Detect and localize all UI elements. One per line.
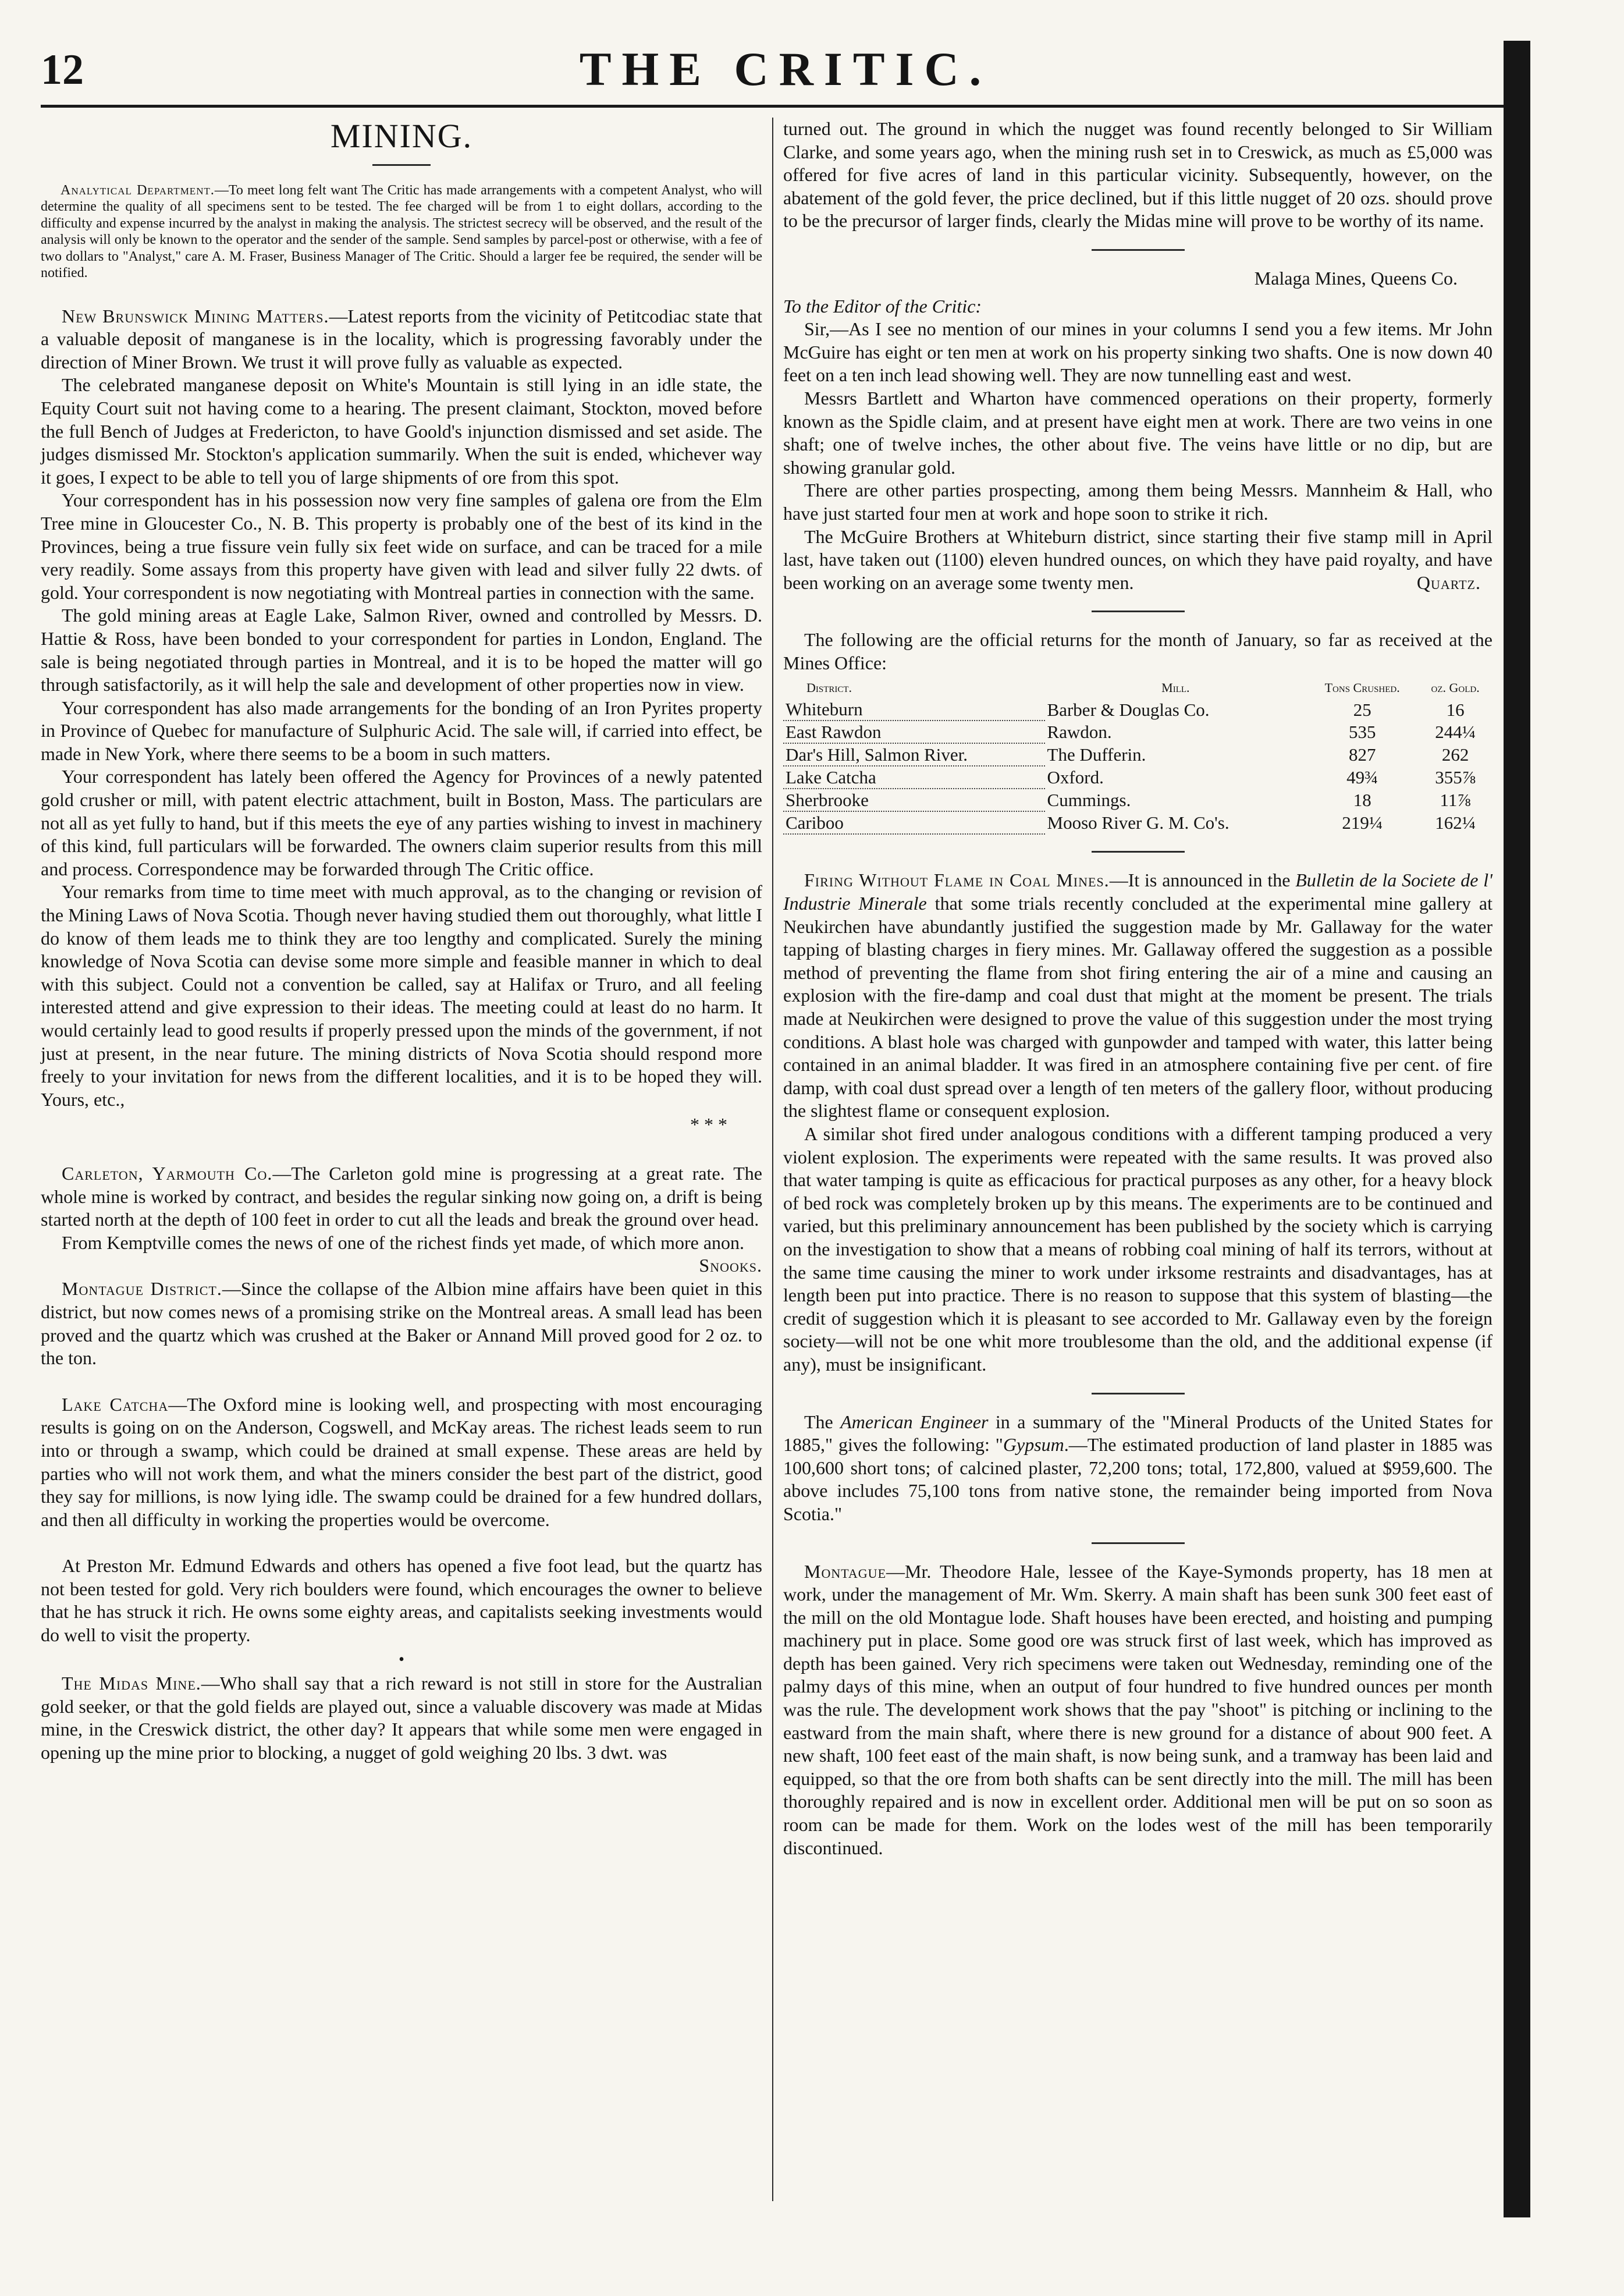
spacer [41,1139,762,1162]
article-paragraph [41,1393,762,1532]
cell-tons: 18 [1353,790,1371,811]
table-header-row [783,677,1492,698]
table-row [783,811,1492,834]
engineer-text: The [804,1411,841,1432]
engineer-text: in a summary of the "Mineral Products of the United States for 1885," gives the following: " [783,1411,1493,1456]
separator [1092,1393,1185,1394]
letter-place: Malaga Mines, Queens Co. [1254,267,1458,289]
table-row [783,698,1492,721]
article-paragraph: The gold mining areas at Eagle Lake, Salmon River, owned and controlled by Messrs. D. Hattie & Ross, have been bonded to your correspondent for parties in London, England. The sale is being negotiated through parties in Montreal, and it is to be hoped the matter will go through satisfactorily, as it will help the sale and development of other properties now in view. [41,605,762,695]
table-row [783,789,1492,811]
table-row [783,766,1492,789]
montague-label: Montague [804,1560,887,1582]
spacer [41,1531,762,1555]
cell-gold: 16 [1446,699,1465,720]
article-paragraph: Messrs Bartlett and Wharton have commenced operations on their property, formerly known as the Spidle claim, and at present have eight men at work. There are two veins in one shaft; one of twelve inches, the other about five. The veins have little or no dip, but are showing granular gold. [783,387,1492,478]
article-paragraph [41,881,762,1111]
article-paragraph [783,1411,1492,1526]
cell-tons: 219¼ [1342,812,1383,833]
cell-district: Cariboo [783,811,1045,834]
article-paragraph: At Preston Mr. Edmund Edwards and others has opened a five foot lead, but the quartz has not been tested for gold. Very rich boulders were found, which encourages the owner to believe that he has struck it rich. He owns some eighty areas, and capitalists seeking investments would do well to visit the property. [41,1555,762,1646]
cell-gold: 162¼ [1435,812,1476,833]
cell-tons: 25 [1353,699,1371,720]
analytical-label: Analytical Department. [61,182,215,198]
journal-title: American Engineer [840,1411,989,1432]
column-header: oz. Gold. [1431,680,1480,695]
lake-catcha-label: Lake Catcha [62,1393,169,1415]
letter-salutation: To the Editor of the Critic: [783,295,982,317]
article-paragraph [41,305,762,374]
nb-text: Your remarks from time to time meet with much approval, as to the changing or revision of the Mining Laws of Nova Scotia. Though never having studied them out thoroughly, what little I do know of them leads me to think they are too lengthy and complicated. Surely the mining knowledge of Nova Scotia can devise some more simple and feasible manner in which to deal with this subject. Could not a convention be called, say at Halifax or Truro, and all feeling interested attend and give expression to their ideas. The meeting could at least do no harm. It would certainly lead to good results if properly pressed upon the minds of the government, if not just at present, in the near future. The mining districts of Nova Scotia should respond more freely to your invitation for news from the different localities, and it is to be hoped they will. [41,881,762,1087]
cell-district: Lake Catcha [783,766,1045,789]
article-paragraph: Sir,—As I see no mention of our mines in your columns I send you a few items. Mr John McGuire has eight or ten men at work on his property sinking two shafts. One is now down 40 feet on a ten inch lead showing well. They are now tunnelling east and west. [783,318,1492,386]
cell-district: East Rawdon [783,721,1045,743]
cell-mill: Rawdon. [1047,722,1112,743]
cell-district: Dar's Hill, Salmon River. [783,743,1045,766]
article-paragraph: Your correspondent has lately been offered the Agency for Provinces of a newly patented gold crusher or mill, with patent electric attachment, built in Boston, Mass. The particulars are not all as yet fully to hand, but if this meets the eye of any parties wishing to invest in machinery of this kind, full particulars will be forwarded. The owners claim superior results from this mill and process. Correspondence may be forwarded through The Critic office. [41,766,762,879]
cell-mill: Cummings. [1047,790,1131,811]
firing-text: that some trials recently concluded at the experimental mine gallery at Neukirchen have abundantly justified the suggestion made by Mr. Gallaway for the water tapping of blasting charges in fiery mines. Mr. Gallaway offered the suggestion as a possible method of preventing the flame from shot firing entering the air of a mine and causing an explosion with the fire-damp and coal dust that might at the moment be present. The trials made at Neukirchen were designed to prove the value of this suggestion under the most trying conditions. A blast hole was charged with gunpowder and tamped with water, this latter being contained in an animal bladder. It was fired in an atmosphere containing five per cent. of fire damp, with coal dust spread over a length of ten meters of the gallery floor, without producing the slightest flame or consequent explosion. [783,893,1493,1122]
newspaper-page [41,41,1530,2264]
montague-district-text: —Since the collapse of the Albion mine affairs have been quiet in this district, but now comes news of a promising strike on the Montreal areas. A small lead has been proved and the quartz which was crushed at the Baker or Annand Mill proved good for 2 oz. to the ton. [41,1278,763,1369]
columns [41,118,1492,2213]
malaga-text: The McGuire Brothers at Whiteburn district, since starting their five stamp mill in April last, have taken out (1100) eleven hundred ounces, on which they have paid royalty, and have been working on an average some twenty men. [783,526,1492,593]
gypsum-label: Gypsum [1003,1434,1064,1456]
firing-text: —It is announced in the [1109,870,1296,891]
signature: Snooks. [699,1255,762,1276]
article-paragraph [41,1162,762,1232]
publication-title: THE CRITIC. [579,42,992,95]
cell-district: Whiteburn [783,698,1045,721]
returns-table [783,677,1492,835]
masthead [41,41,1530,108]
separator [1092,249,1185,251]
article-paragraph: turned out. The ground in which the nugget was found recently belonged to Sir William Clarke, and some years ago, when the mining rush set in to Creswick, as much as £5,000 was offered for five acres of land in this particular vicinity. Subsequently, however, on the abatement of the gold fever, the price declined, but if this little nugget of 20 ozs. should prove to be the precursor of larger finds, clearly the Midas mine will prove to be worthy of its name. [783,118,1492,232]
column-header: Mill. [1161,680,1190,695]
returns-intro: The following are the official returns for the month of January, so far as received at the Mines Office: [783,629,1492,673]
journal-title: Bulletin de la Societe de l' Industrie Minerale [783,870,1493,914]
midas-text: —Who shall say that a rich reward is not still in store for the Australian gold seeker, or that the gold fields are played out, since a valuable discovery was made at Midas mine, in the Creswick district, the other day? It appears that while some men were engaged in opening up the mine prior to blocking, a nugget of gold weighing 20 lbs. 3 dwt. was [41,1673,762,1763]
cell-mill: Oxford. [1047,767,1104,788]
column-header: Tons Crushed. [1324,680,1400,695]
stars-ornament: * * * [690,1114,727,1135]
cell-gold: 11⅞ [1440,790,1471,811]
carleton-text: —The Carleton gold mine is progressing at a great rate. The whole mine is worked by contract, and besides the regular sinking now going on, a drift is being started north at the depth of 100 feet in order to cut all the leads and break the ground over head. [41,1162,762,1230]
cell-gold: 262 [1441,744,1469,765]
midas-label: The Midas Mine. [62,1673,201,1694]
article-paragraph: Your correspondent has in his possession now very fine samples of galena ore from the Elm Tree mine in Gloucester Co., N. B. This property is probably one of the best of its kind in the Provinces, being a true fissure vein fully six feet wide on surface, and can be traced for a mile very readily. Some assays from this property have given with lead and silver fully 22 dwts. of gold. Your correspondent is now negotiating with Montreal parties in connection with the same. [41,489,762,603]
right-column [783,118,1492,2213]
page-number: 12 [41,46,84,94]
cell-mill: The Dufferin. [1047,744,1146,765]
analytical-text: —To meet long felt want The Critic has made arrangements with a competent Analyst, who will determine the quality of all specimens sent to be tested. The fee charged will be from 1 to eight dollars, according to the difficulty and expense incurred by the analyst in making the analysis. The strictest secrecy will be observed, and the result of the analysis will only be known to the operator and the sender of the sample. Send samples by parcel-post or otherwise, with a fee of two dollars to "Analyst," care A. M. Fraser, Business Manager of The Critic. Should a larger fee be required, the sender will be notified. [41,182,762,281]
cell-tons: 827 [1348,744,1376,765]
article-paragraph: Your correspondent has also made arrangements for the bonding of an Iron Pyrites property in Province of Quebec for manufacture of Sulphuric Acid. The sale will, if carried into effect, be made in New York, where there seems to be a boom in such matters. [41,697,762,764]
nb-label: New Brunswick Mining Matters. [62,305,329,327]
signature: Quartz. [1416,572,1481,593]
cell-tons: 49¾ [1346,767,1378,788]
cell-gold: 244¼ [1435,722,1476,743]
article-paragraph [783,1560,1492,1860]
analytical-department-notice [41,182,762,282]
montague-district-label: Montague District. [62,1278,222,1300]
article-paragraph: The celebrated manganese deposit on White's Mountain is still lying in an idle state, the Equity Court suit not having come to a hearing. The present claimant, Stockton, moved before the full Bench of Judges at Fredericton, to have Goold's injunction dismissed and set aside. The judges dismissed Mr. Stockton's application summarily. When the suit is ended, whichever way it goes, I expect to be able to tell you of large shipments of ore from this spot. [41,374,762,488]
column-header: District. [806,680,852,695]
separator [1092,611,1185,612]
cell-tons: 535 [1348,722,1376,743]
ornament: • [399,1650,404,1669]
cell-district: Sherbrooke [783,789,1045,811]
article-paragraph [41,1277,762,1369]
cell-mill: Mooso River G. M. Co's. [1047,812,1229,833]
separator [1092,1542,1185,1544]
carleton-label: Carleton, Yarmouth Co. [62,1162,273,1184]
cell-mill: Barber & Douglas Co. [1047,699,1210,720]
nb-text: —Latest reports from the vicinity of Petitcodiac state that a valuable deposit of manganese is in the locality, which is progressing favorably under the direction of Miner Brown. We trust it will prove fully as valuable as expected. [41,305,763,372]
article-paragraph [41,1232,762,1276]
montague-text: —Mr. Theodore Hale, lessee of the Kaye-Symonds property, has 18 men at work, under the management of Mr. Wm. Skerry. A main shaft has been sunk 300 feet east of the mill on the old Montague lode. Shaft houses have been erected, and hoisting and pumping machinery put in place. Some good ore was struck first of last week, which has improved as depth has been gained. Very rich specimens were taken out Wednesday, reminding one of the palmy days of this mine, when an output of four hundred to five hundred ounces per month was the rule. The development work shows that the pay "shoot" is pitching or inclining to the eastward from the main shaft, where there is new ground for a distance of about 900 feet. A new shaft, 100 feet east of the main shaft, is now being sunk, and a tramway has been laid and equipped, so that the ore from both shafts can be sent directly into the mill. The mill has been thoroughly repaired and is now in excellent order. Additional men will be put on so soon as room can be made for them. Work on the lodes west of the mill has been temporarily discontinued. [783,1560,1492,1858]
lake-catcha-text: —The Oxford mine is looking well, and prospecting with most encouraging results is going on on the Anderson, Cogswell, and McKay areas. The richest leads seem to run into or through a swamp, which could be drained at small expense. These areas are held by parties who will not work them, and what the miners consider the best part of the district, good they say for millions, is now lying idle. The swamp could be drained for a few hundred dollars, and then all difficulty in working the properties would be overcome. [41,1393,763,1530]
article-paragraph [783,526,1492,595]
kemptville-text: From Kemptville comes the news of one of the richest finds yet made, of which more anon. [62,1232,745,1253]
closing: Yours, etc., [41,1088,125,1110]
firing-label: Firing Without Flame in Coal Mines. [804,870,1110,891]
spacer [41,1370,762,1393]
article-paragraph [783,869,1492,1123]
article-paragraph: There are other parties prospecting, among them being Messrs. Mannheim & Hall, who have just started four men at work and hope soon to strike it rich. [783,480,1492,524]
engineer-text: .—The estimated production of land plaster in 1885 was 100,600 short tons; of calcined plaster, 72,200 tons; total, 172,800, valued at $959,600. The above includes 75,100 tons from native stone, the remainder being imported from Nova Scotia." [783,1434,1493,1524]
separator [1092,851,1185,853]
table-row [783,743,1492,766]
table-row [783,721,1492,743]
article-paragraph [41,1672,762,1764]
article-paragraph: A similar shot fired under analogous conditions with a different tamping produced a very violent explosion. The experiments were repeated with the same results. It was proved also that water tamping is quite as efficacious for practical purposes as any other, for a heavy block of bed rock was completely broken up by this means. The experiments are to be continued and varied, but this preliminary announcement has been published by the society which is carrying on the investigation to show that a means of robbing coal mining of half its terrors, without at the same time causing the miner to work under irksome restraints and disadvantages, has at length been put into practice. There is no reason to suppose that this system of blasting—the credit of suggestion which it is pleasant to see accorded to Mr. Gallaway even by the foreign society—will not be one whit more troublesome than the old, and the additional expense (if any), must be insignificant. [783,1123,1492,1375]
page-edge-bar [1504,41,1530,2217]
left-column [41,118,762,2213]
cell-gold: 355⅞ [1435,767,1476,788]
spacer [41,1254,762,1277]
section-heading-mining: MINING. [330,117,473,155]
separator [372,164,431,166]
